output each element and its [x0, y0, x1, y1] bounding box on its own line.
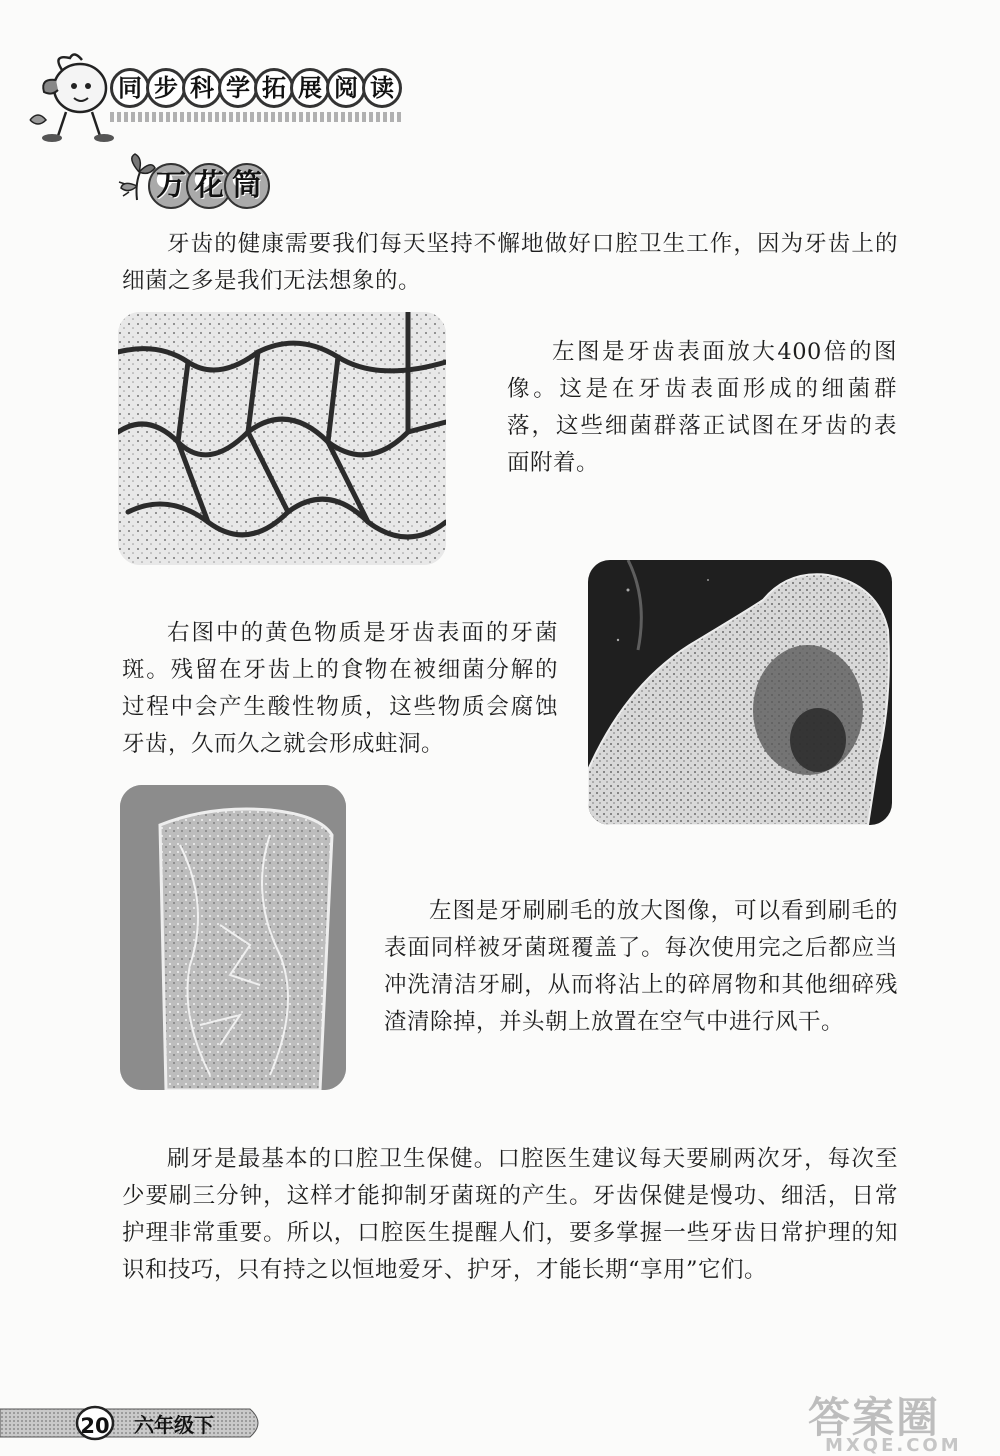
tooth-surface-photo [118, 312, 446, 565]
dental-plaque-photo [588, 560, 892, 825]
conclusion-paragraph: 刷牙是最基本的口腔卫生保健。口腔医生建议每天要刷两次牙，每次至少要刷三分钟，这样才能抑制牙菌斑的产生。牙齿保健是慢功、细活，日常护理非常重要。所以，口腔医生提醒人们，要多掌握一些牙齿日常护理的知识和技巧，只有持之以恒地爱牙、护牙，才能长期“享用”它们。 [122, 1146, 898, 1283]
tooth-surface-texture [118, 312, 446, 565]
watermark: 答案圈 [808, 1393, 941, 1442]
toothbrush-bristle-photo [120, 785, 346, 1090]
bacteria-paragraph: 左图是牙齿表面放大400倍的图像。这是在牙齿表面形成的细菌群落，这些细菌群落正试图在牙齿的表面附着。 [507, 339, 897, 476]
header-char: 读 [362, 68, 402, 108]
mascot-illustration [22, 50, 117, 145]
dental-plaque-texture [588, 560, 892, 825]
section-title-char: 花 [186, 163, 232, 209]
header-char: 步 [146, 68, 186, 108]
bristle-paragraph: 左图是牙刷刷毛的放大图像，可以看到刷毛的表面同样被牙菌斑覆盖了。每次使用完之后都应当冲洗清洁牙刷，从而将沾上的碎屑物和其他细碎残渣清除掉，并头朝上放置在空气中进行风干。 [384, 898, 898, 1035]
grade-label: 六年级下 [134, 1413, 214, 1437]
section-title-char: 筒 [224, 163, 270, 209]
header-char: 展 [290, 68, 330, 108]
header-shadow [110, 112, 402, 122]
intro-paragraph: 牙齿的健康需要我们每天坚持不懈地做好口腔卫生工作，因为牙齿上的细菌之多是我们无法想象的。 [122, 231, 898, 294]
header-char: 同 [110, 68, 150, 108]
header-char: 阅 [326, 68, 366, 108]
section-title-char: 万 [148, 163, 194, 209]
page-number: 20 [80, 1414, 110, 1438]
watermark-url: MXQE.COM [825, 1435, 962, 1456]
toothbrush-bristle-texture [120, 785, 346, 1090]
header-char: 科 [182, 68, 222, 108]
plaque-paragraph: 右图中的黄色物质是牙齿表面的牙菌斑。残留在牙齿上的食物在被细菌分解的过程中会产生酸性物质，这些物质会腐蚀牙齿，久而久之就会形成蛀洞。 [122, 620, 558, 757]
header-char: 学 [218, 68, 258, 108]
header-char: 拓 [254, 68, 294, 108]
